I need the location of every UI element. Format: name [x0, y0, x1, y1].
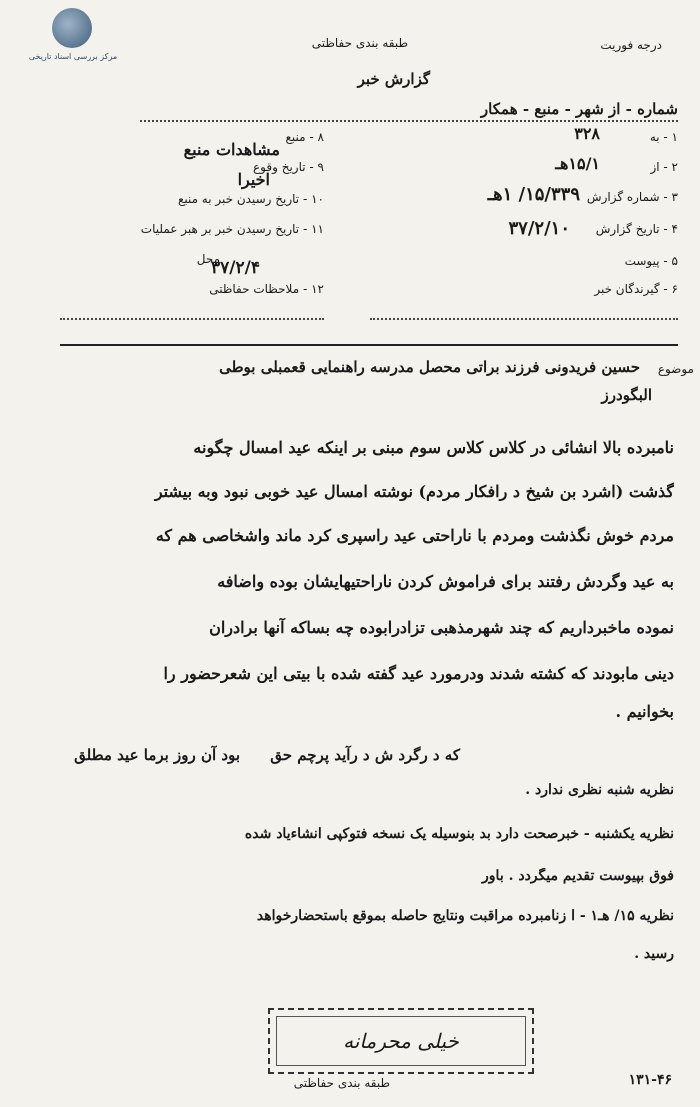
body-line: نامبرده بالا انشائی در کلاس کلاس سوم مبنی بر اینکه عید امسال چگونه: [193, 438, 674, 457]
field-from-label: ۲ - از: [650, 160, 678, 174]
footer-classification: طبقه بندی حفاظتی: [293, 1076, 390, 1090]
note-line: نظریه یکشنبه - خبرصحت دارد بد بنوسیله یک نسخه فتوکپی انشاءیاد شده: [244, 826, 674, 842]
body-line: گذشت (اشرد بن شیخ د رافکار مردم) نوشته امسال عید خوبی نبود وبه بیشتر: [154, 482, 674, 501]
field-attachment-label: ۵ - پیوست: [624, 254, 678, 268]
field-security-notes-label: ۱۲ - ملاحظات حفاظتی: [209, 282, 324, 296]
note-line: فوق بپیوست تقدیم میگردد . باور: [482, 868, 674, 884]
body-line: نموده ماخبرداریم که چند شهرمذهبی تزادرابوده چه بساکه آنها برادران: [209, 618, 674, 637]
field-arrival-to-source-label: ۱۰ - تاریخ رسیدن خبر به منبع: [177, 192, 324, 206]
info-dotted-line: [140, 120, 678, 122]
recipients-dotted-line: [370, 318, 678, 320]
poem-hemistich-2: که د رگرد ش د رآید پرچم حق: [270, 746, 460, 764]
subject-line-1: حسین فریدونی فرزند براتی محصل مدرسه راهنمایی قعمبلی بوطی: [219, 358, 640, 376]
subject-label: موضوع: [657, 362, 694, 376]
field-source-label: ۸ - منبع: [285, 130, 324, 144]
field-place-value: ۳۷/۲/۴: [211, 258, 260, 278]
stamp-text: خیلی محرمانه: [276, 1016, 526, 1066]
poem-hemistich-1: بود آن روز برما عید مطلق: [74, 746, 240, 764]
priority-label: درجه فوریت: [600, 38, 662, 52]
body-line: مردم خوش نگذشت ومردم با ناراحتی عید راسپری کرد ماند واشخاصی هم که: [155, 526, 674, 545]
top-classification: طبقه بندی حفاظتی: [311, 36, 408, 50]
archive-logo: [8, 8, 138, 68]
body-line: بخوانیم .: [615, 702, 674, 721]
notes-dotted-line: [60, 318, 324, 320]
note-line: نظریه شنبه نظری ندارد .: [525, 782, 674, 798]
report-info-line: شماره - از شهر - منبع - همکار: [480, 100, 678, 118]
field-report-number-value: ۱۵/۳۳۹/ ۱هـ: [487, 184, 580, 205]
field-arrival-to-ops-label: ۱۱ - تاریخ رسیدن خبر بر هبر عملیات: [140, 222, 324, 236]
field-report-date-label: ۴ - تاریخ گزارش: [595, 222, 678, 236]
form-number: ۱۳۱-۴۶: [628, 1072, 672, 1088]
top-secret-stamp: [268, 1008, 534, 1074]
field-report-date-value: ۳۷/۲/۱۰: [508, 218, 570, 239]
note-line: نظریه ۱۵/ هـ۱ - ا زنامبرده مراقبت ونتایج حاصله بموقع باستحضارخواهد: [256, 908, 674, 924]
subject-line-2: البگودرز: [601, 386, 652, 404]
logo-caption: مرکز بررسی اسناد تاریخی: [28, 52, 118, 61]
field-recipients-label: ۶ - گیرندگان خبر: [594, 282, 678, 296]
field-to-label: ۱ - به: [649, 130, 678, 144]
body-line: به عید وگردش رفتند برای فراموش کردن ناراحتیهایشان بوده واضافه: [217, 572, 674, 591]
field-source-value: مشاهدات منبع: [183, 140, 280, 159]
field-event-date-label: ۹ - تاریخ وقوع: [253, 160, 324, 174]
report-title: گزارش خبر: [357, 70, 430, 88]
body-line: دینی مابودند که کشته شدند ودرمورد عید گفته شده با بیتی این شعرحضور را: [163, 664, 674, 683]
field-report-number-label: ۳ - شماره گزارش: [586, 190, 678, 204]
field-event-date-value: اخیرا: [237, 170, 270, 189]
note-line: رسید .: [634, 946, 674, 962]
field-to-value: ۳۲۸: [574, 124, 600, 143]
archive-emblem-icon: [52, 8, 92, 48]
header-divider: [60, 344, 678, 346]
field-from-value: ۱۵/۱هـ: [555, 154, 600, 173]
field-place-label: محل: [196, 252, 220, 266]
